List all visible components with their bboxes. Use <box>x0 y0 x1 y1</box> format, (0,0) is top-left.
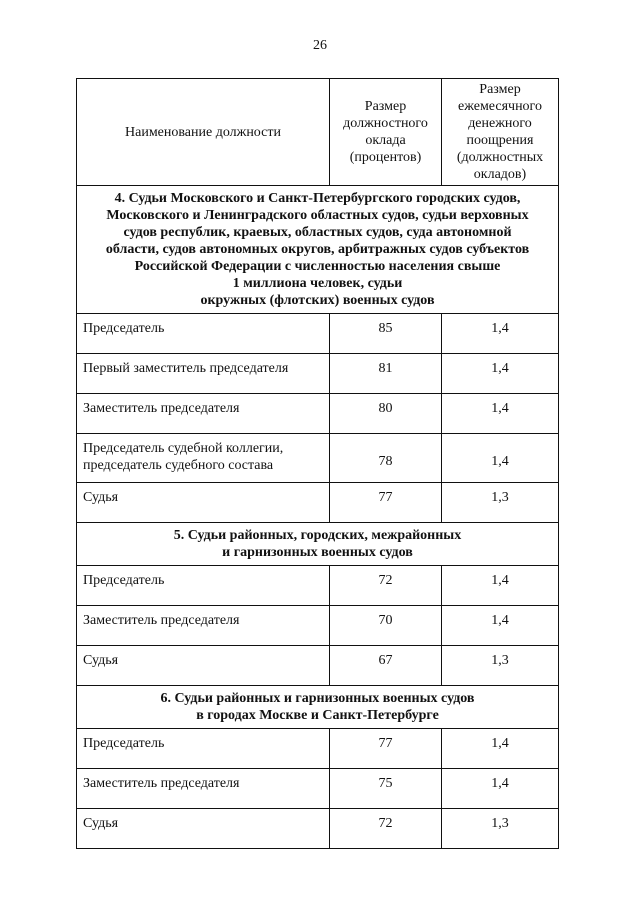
monthly-bonus: 1,3 <box>442 809 559 849</box>
section-title-line: Московского и Ленинградского областных судов, судьи верховных <box>106 208 529 223</box>
position-name <box>77 354 330 394</box>
header-bonus-line: денежного <box>468 116 532 131</box>
page-number: 26 <box>313 38 327 53</box>
section-title-line: Российской Федерации с численностью населения свыше <box>134 259 501 274</box>
table-row <box>77 606 559 646</box>
position-name-line: Заместитель председателя <box>83 776 240 791</box>
section-title-line: в городах Москве и Санкт-Петербурге <box>196 708 439 723</box>
header-bonus <box>442 79 559 186</box>
header-bonus-line: (должностных <box>456 150 544 165</box>
monthly-bonus: 1,3 <box>442 646 559 686</box>
position-name <box>77 729 330 769</box>
section-title-line: окружных (флотских) военных судов <box>200 293 435 308</box>
header-salary-line: (процентов) <box>349 150 422 165</box>
salary-percent: 72 <box>330 566 442 606</box>
position-name-line: Председатель <box>83 321 165 336</box>
header-bonus-line: Размер <box>479 82 521 97</box>
position-name <box>77 314 330 354</box>
salary-percent: 81 <box>330 354 442 394</box>
table-row <box>77 354 559 394</box>
position-name <box>77 394 330 434</box>
monthly-bonus: 1,4 <box>442 606 559 646</box>
position-name <box>77 566 330 606</box>
position-name <box>77 769 330 809</box>
monthly-bonus: 1,3 <box>442 483 559 523</box>
position-name-line: Первый заместитель председателя <box>83 361 289 376</box>
monthly-bonus: 1,4 <box>442 566 559 606</box>
section-title <box>77 523 559 566</box>
position-name-line: Судья <box>83 816 119 831</box>
salary-percent: 67 <box>330 646 442 686</box>
section-title-line: области, судов автономных округов, арбитражных судов субъектов <box>105 242 530 257</box>
table-row <box>77 809 559 849</box>
position-name <box>77 646 330 686</box>
salary-percent: 72 <box>330 809 442 849</box>
position-name-line: председатель судебного состава <box>83 458 274 473</box>
position-name-line: Заместитель председателя <box>83 401 240 416</box>
table-row <box>77 483 559 523</box>
header-position-name: Наименование должности <box>77 79 330 186</box>
salary-table <box>76 78 559 849</box>
salary-percent: 77 <box>330 483 442 523</box>
salary-percent: 80 <box>330 394 442 434</box>
section-title-line: судов республик, краевых, областных судов, суда автономной <box>123 225 512 240</box>
header-salary <box>330 79 442 186</box>
salary-percent: 75 <box>330 769 442 809</box>
header-bonus-line: поощрения <box>466 133 534 148</box>
position-name <box>77 809 330 849</box>
table-row <box>77 769 559 809</box>
position-name-line: Судья <box>83 490 119 505</box>
section-title-line: 6. Судьи районных и гарнизонных военных судов <box>160 691 475 706</box>
table-row <box>77 394 559 434</box>
position-name-line: Председатель <box>83 736 165 751</box>
monthly-bonus: 1,4 <box>442 394 559 434</box>
monthly-bonus: 1,4 <box>442 729 559 769</box>
table-row <box>77 314 559 354</box>
section-title-row <box>77 523 559 566</box>
section-title <box>77 686 559 729</box>
monthly-bonus: 1,4 <box>442 354 559 394</box>
header-bonus-line: ежемесячного <box>458 99 542 114</box>
salary-percent: 70 <box>330 606 442 646</box>
salary-percent: 85 <box>330 314 442 354</box>
monthly-bonus: 1,4 <box>442 434 559 483</box>
position-name-line: Заместитель председателя <box>83 613 240 628</box>
section-title <box>77 186 559 314</box>
table-row <box>77 646 559 686</box>
salary-percent: 78 <box>330 434 442 483</box>
position-name <box>77 606 330 646</box>
table-row <box>77 566 559 606</box>
section-title-line: 5. Судьи районных, городских, межрайонных <box>173 528 462 543</box>
salary-percent: 77 <box>330 729 442 769</box>
monthly-bonus: 1,4 <box>442 769 559 809</box>
header-salary-line: должностного <box>343 116 428 131</box>
section-title-row <box>77 186 559 314</box>
table-row <box>77 434 559 483</box>
section-title-row <box>77 686 559 729</box>
header-salary-line: Размер <box>364 99 407 114</box>
table-header-row <box>77 79 559 186</box>
monthly-bonus: 1,4 <box>442 314 559 354</box>
position-name <box>77 483 330 523</box>
header-salary-line: оклада <box>365 133 406 148</box>
position-name-line: Председатель <box>83 573 165 588</box>
position-name-line: Председатель судебной коллегии, <box>83 441 284 456</box>
section-title-line: 1 миллиона человек, судьи <box>232 276 403 291</box>
position-name-line: Судья <box>83 653 119 668</box>
section-title-line: и гарнизонных военных судов <box>222 545 413 560</box>
table-row <box>77 729 559 769</box>
section-title-line: 4. Судьи Московского и Санкт-Петербургского городских судов, <box>114 191 521 206</box>
header-bonus-line: окладов) <box>473 167 527 182</box>
position-name <box>77 434 330 483</box>
